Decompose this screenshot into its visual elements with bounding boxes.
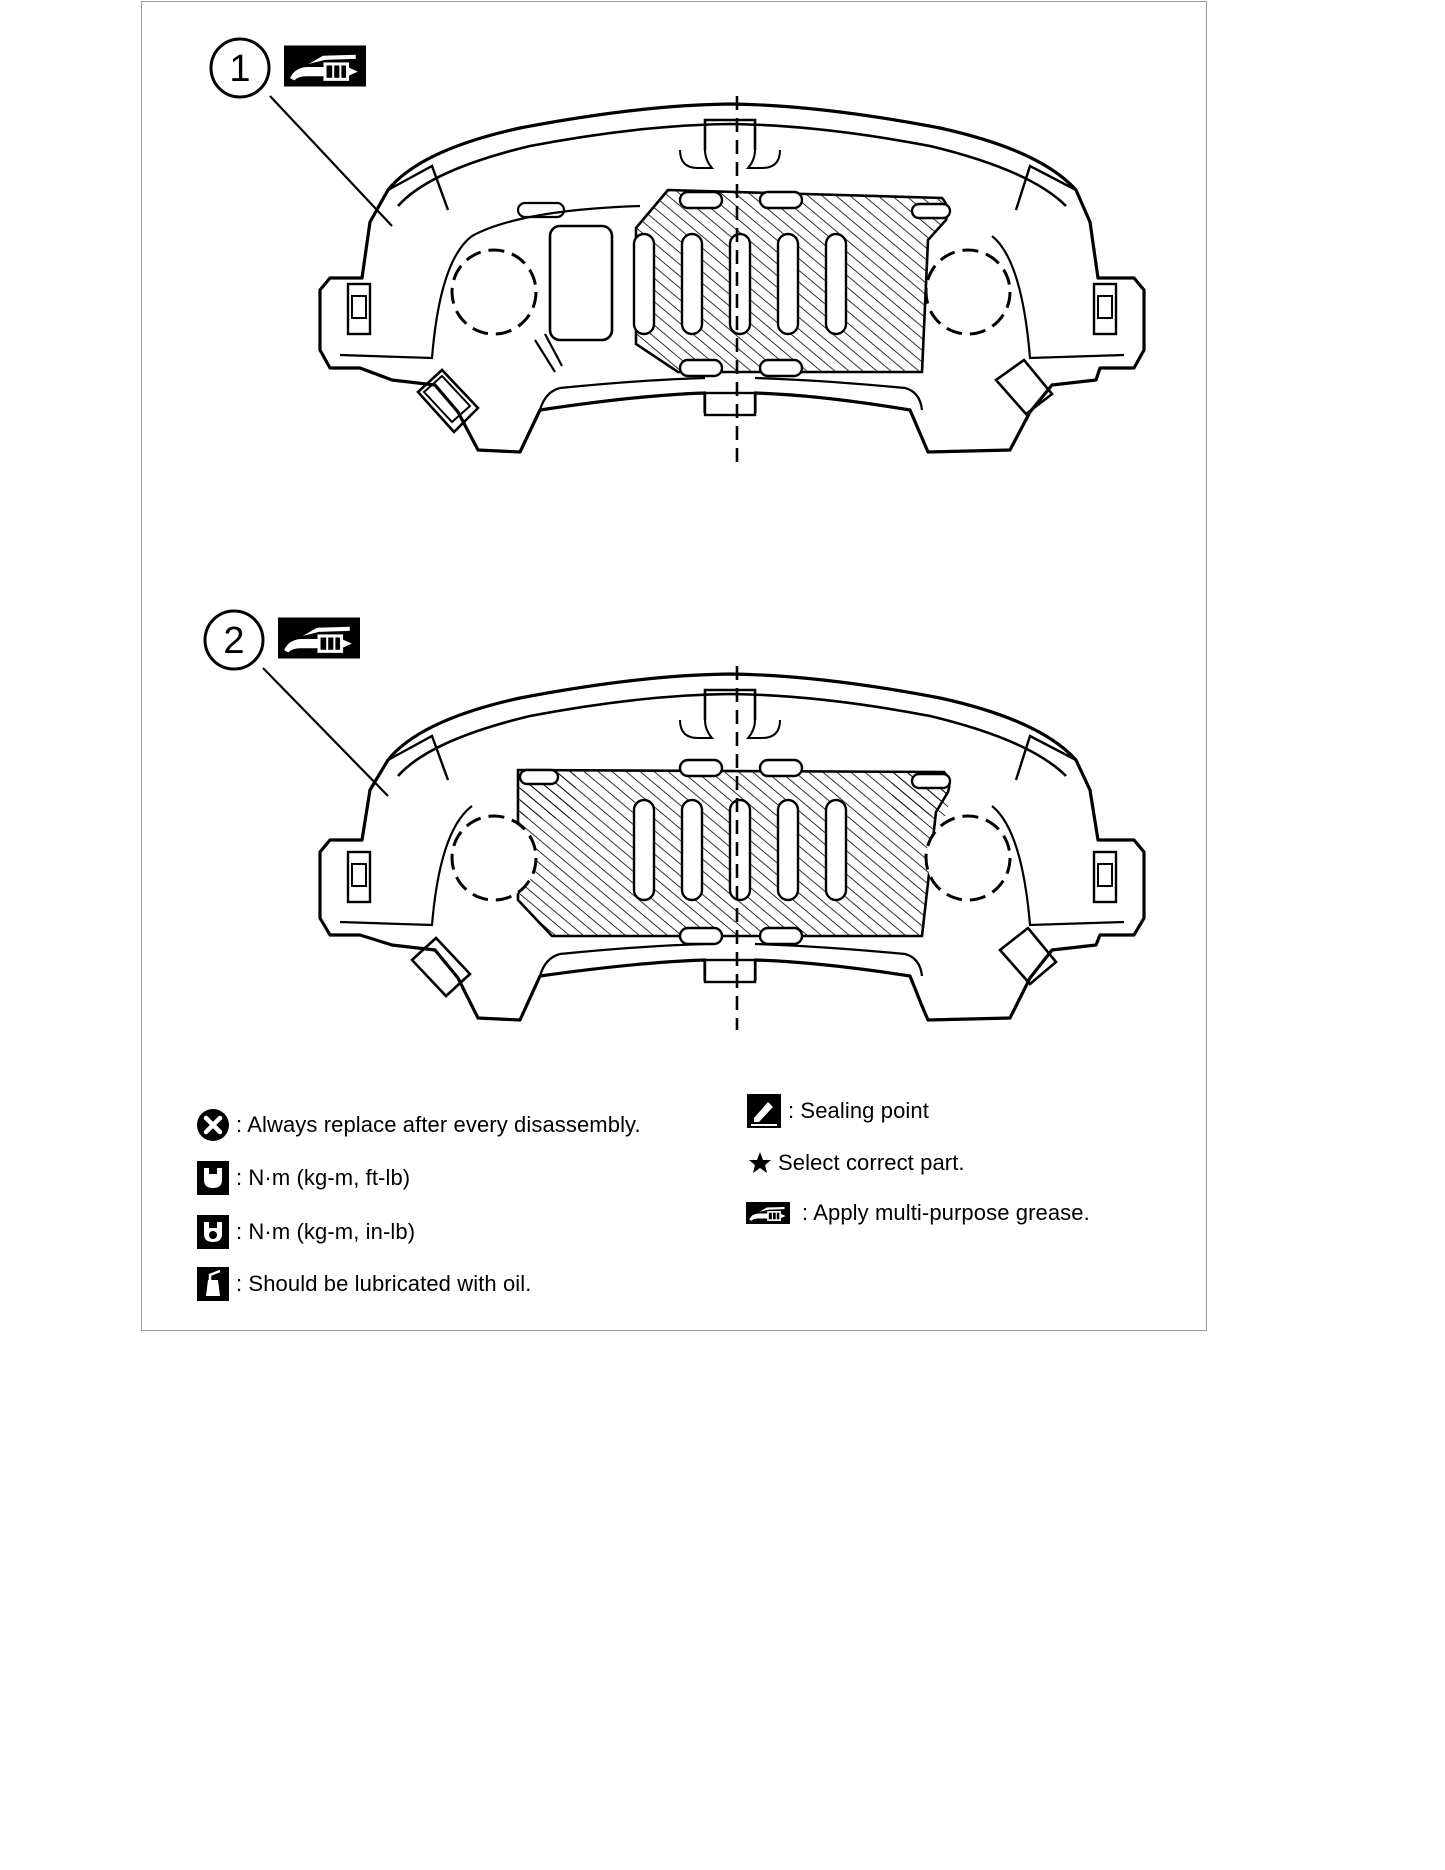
legend-apply-grease — [746, 1200, 1090, 1226]
grease-icon — [746, 1201, 790, 1225]
torque-in-lb-icon — [196, 1214, 230, 1250]
brake-pad-1 — [270, 96, 1144, 462]
legend-select-part-text: Select correct part. — [778, 1150, 965, 1175]
callout-2 — [205, 611, 360, 669]
always-replace-icon — [196, 1108, 230, 1142]
callout-1-grease-icon — [284, 46, 366, 87]
callout-1 — [211, 39, 366, 97]
pad-2-bottom-tab — [705, 960, 755, 982]
pad-2-right-clip — [1000, 852, 1116, 984]
legend-torque-ft-lb — [196, 1160, 410, 1196]
pad-1-piston-right — [926, 250, 1010, 334]
legend-torque-in-lb — [196, 1214, 415, 1250]
torque-ft-lb-icon — [196, 1160, 230, 1196]
pad-2-piston-right — [926, 816, 1010, 900]
callout-2-grease-icon — [278, 618, 360, 659]
legend-torque-ft-lb-text: : N·m (kg-m, ft-lb) — [236, 1165, 411, 1190]
sealing-point-icon — [746, 1093, 782, 1129]
callout-1-number: 1 — [229, 48, 251, 90]
pad-1-right-clip — [996, 284, 1116, 414]
legend-torque-in-lb-text: : N·m (kg-m, in-lb) — [236, 1219, 416, 1244]
legend-oil-lubricate-text: : Should be lubricated with oil. — [236, 1271, 532, 1296]
pad-2-piston-left — [452, 816, 536, 900]
legend-sealing-point-text: : Sealing point — [788, 1098, 929, 1123]
legend-sealing-point — [746, 1093, 929, 1129]
legend-select-part — [748, 1150, 965, 1176]
pad-1-piston-left — [452, 250, 536, 334]
callout-2-number: 2 — [223, 620, 245, 662]
pad-2-plate-edge — [398, 694, 1066, 776]
legend-always-replace — [196, 1108, 641, 1142]
oil-lubricate-icon — [196, 1266, 230, 1302]
brake-pad-2 — [263, 666, 1144, 1030]
legend-oil-lubricate — [196, 1266, 531, 1302]
legend-apply-grease-text: : Apply multi-purpose grease. — [802, 1200, 1090, 1225]
star-icon — [748, 1151, 772, 1175]
pad-1-bottom-tab — [705, 393, 755, 415]
legend-always-replace-text: : Always replace after every disassembly. — [236, 1112, 641, 1137]
